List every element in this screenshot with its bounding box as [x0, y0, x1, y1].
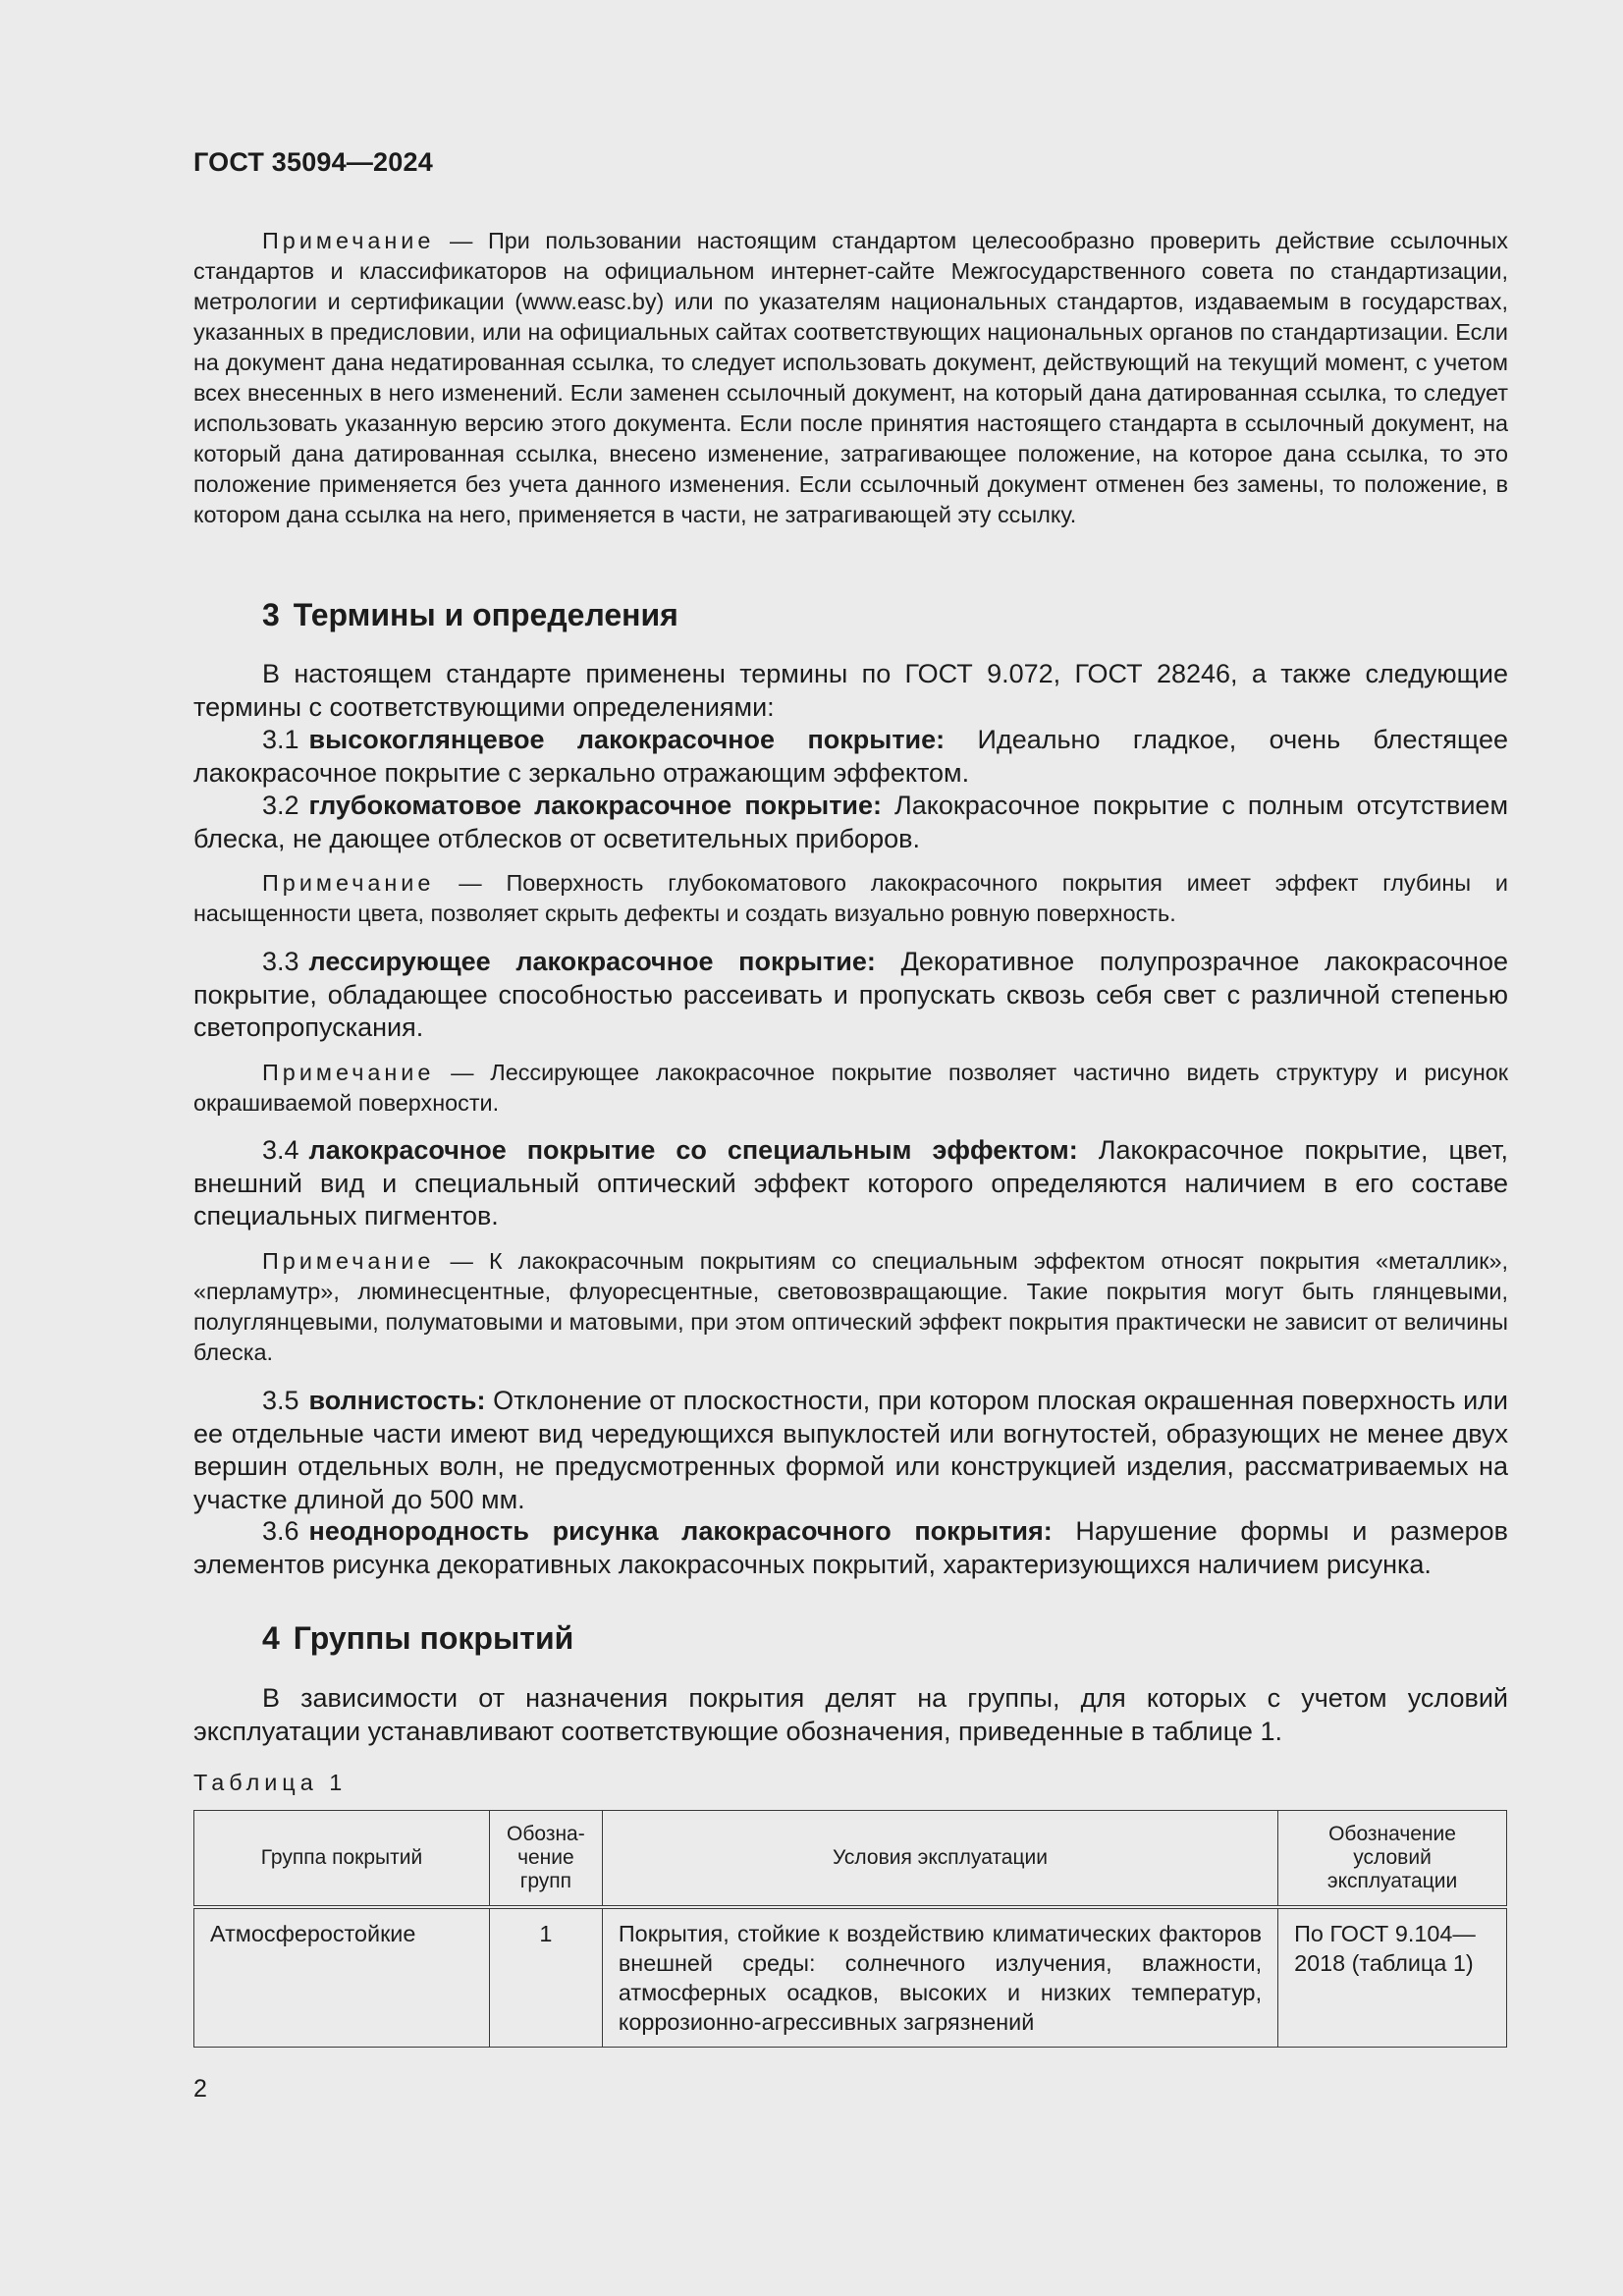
document-header: ГОСТ 35094—2024 — [193, 147, 433, 177]
term-3-1 — [193, 724, 1508, 790]
section-3-intro — [193, 658, 1508, 724]
term-name: волнистость: — [308, 1386, 486, 1415]
note-text: — При пользовании настоящим стандартом целесообразно проверить действие ссылочных стандартов и классификаторов на официальном интернет-сайте Межгосударственного совета по стандартизации, метрологии и сертификации (www.easc.by) или по указателям национальных стандартов, издаваемым в государствах, указанных в предисловии, или на официальных сайтах соответствующих национальных органов по стандартизации. Если на документ дана недатированная ссылка, то следует использовать документ, действующий на текущий момент, с учетом всех внесенных в него изменений. Если заменен ссылочный документ, на который дана датированная ссылка, то следует использовать указанную версию этого документа. Если после принятия настоящего стандарта в ссылочный документ, на который дана датированная ссылка, внесено изменение, затрагивающее положение, на которое дана ссылка, то это положение применяется без учета данного изменения. Если ссылочный документ отменен без замены, то положение, в котором дана ссылка на него, применяется в части, не затрагивающей эту ссылку. — [193, 228, 1508, 527]
term-3-5 — [193, 1385, 1508, 1516]
term-definition: Идеально гладкое, очень блестящее лакокрасочное покрытие с зеркально отражающим эффектом. — [193, 725, 1508, 788]
term-name: лакокрасочное покрытие со специальным эффектом: — [308, 1135, 1078, 1165]
term-definition: Нарушение формы и размеров элементов рисунка декоративных лакокрасочных покрытий, характеризующихся наличием рисунка. — [193, 1516, 1508, 1579]
page-number: 2 — [193, 2075, 207, 2103]
term-name: неоднородность рисунка лакокрасочного покрытия: — [308, 1516, 1053, 1546]
term-name: высокоглянцевое лакокрасочное покрытие: — [308, 725, 946, 754]
header-conditions-code-l3: эксплуатации — [1326, 1870, 1458, 1892]
note-label: Примечание — [262, 1248, 435, 1274]
intro-paragraph: В зависимости от назначения покрытия делят на группы, для которых с учетом условий эксплуатации устанавливают соответствующие обозначения, приведенные в таблице 1. — [193, 1683, 1508, 1746]
section-number: 4 — [262, 1620, 280, 1656]
section-4-intro — [193, 1682, 1508, 1748]
header-conditions-code-l2: условий — [1353, 1846, 1432, 1869]
note-text: — К лакокрасочным покрытиям со специальным эффектом относят покрытия «металлик», «перламутр», люминесцентные, флуоресцентные, световозвращающие. Такие покрытия могут быть глянцевыми, полуглянцевыми, полуматовыми и матовыми, при этом оптический эффект покрытия практически не зависит от величины блеска. — [193, 1248, 1508, 1365]
header-group-code-l3: групп — [519, 1870, 572, 1892]
header-conditions-code — [1278, 1811, 1507, 1908]
cell-conditions-code: По ГОСТ 9.104—2018 (таблица 1) — [1278, 1907, 1507, 2048]
term-definition: Лакокрасочное покрытие, цвет, внешний вид и специальный оптический эффект которого определяются наличием в его составе специальных пигментов. — [193, 1135, 1508, 1230]
section-title: Термины и определения — [293, 597, 678, 632]
header-group: Группа покрытий — [194, 1811, 490, 1908]
term-definition: Декоративное полупрозрачное лакокрасочное покрытие, обладающее способностью рассеивать и пропускать сквозь себя свет с различной степенью светопропускания. — [193, 947, 1508, 1042]
header-conditions: Условия эксплуатации — [602, 1811, 1277, 1908]
note-3-2 — [193, 868, 1508, 929]
table-header-row — [194, 1811, 1507, 1908]
note-label: Примечание — [262, 870, 435, 896]
term-3-3 — [193, 946, 1508, 1045]
note-text: — Лессирующее лакокрасочное покрытие позволяет частично видеть структуру и рисунок окрашиваемой поверхности. — [193, 1060, 1508, 1116]
term-3-2 — [193, 790, 1508, 855]
term-number: 3.6 — [262, 1516, 299, 1546]
term-number: 3.4 — [262, 1135, 299, 1165]
term-name: лессирующее лакокрасочное покрытие: — [308, 947, 876, 976]
header-group-code-l1: Обозна- — [507, 1823, 585, 1845]
note-3-3 — [193, 1058, 1508, 1119]
cell-group: Атмосферостойкие — [194, 1907, 490, 2048]
term-number: 3.3 — [262, 947, 299, 976]
term-3-4 — [193, 1134, 1508, 1233]
note-references — [193, 226, 1508, 530]
section-title: Группы покрытий — [293, 1620, 574, 1656]
term-definition: Отклонение от плоскостности, при котором плоская окрашенная поверхность или ее отдельные части имеют вид чередующихся выпуклостей или вогнутостей, образующих не менее двух вершин отдельных волн, не предусмотренных формой или конструкцией изделия, рассматриваемых на участке длиной до 500 мм. — [193, 1386, 1508, 1514]
note-3-4 — [193, 1246, 1508, 1368]
term-definition: Лакокрасочное покрытие с полным отсутствием блеска, не дающее отблесков от осветительных приборов. — [193, 791, 1509, 853]
header-group-code-l2: чение — [517, 1846, 574, 1869]
table-caption: Таблица 1 — [193, 1770, 348, 1795]
cell-conditions: Покрытия, стойкие к воздействию климатических факторов внешней среды: солнечного излучения, влажности, атмосферных осадков, высоких и низких температур, коррозионно-агрессивных загрязнений — [602, 1907, 1277, 2048]
section-number: 3 — [262, 597, 280, 632]
term-number: 3.1 — [262, 725, 299, 754]
term-name: глубокоматовое лакокрасочное покрытие: — [308, 791, 883, 820]
intro-paragraph: В настоящем стандарте применены термины по ГОСТ 9.072, ГОСТ 28246, а также следующие термины с соответствующими определениями: — [193, 659, 1508, 722]
note-label: Примечание — [262, 1060, 435, 1085]
term-3-6 — [193, 1515, 1508, 1581]
section-3-heading — [262, 597, 678, 633]
section-4-heading — [262, 1620, 573, 1657]
header-conditions-code-l1: Обозначение — [1328, 1823, 1456, 1845]
table-1 — [193, 1810, 1507, 2048]
note-label: Примечание — [262, 228, 435, 253]
term-number: 3.2 — [262, 791, 299, 820]
header-group-code — [489, 1811, 602, 1908]
note-text: — Поверхность глубокоматового лакокрасочного покрытия имеет эффект глубины и насыщенности цвета, позволяет скрыть дефекты и создать визуально ровную поверхность. — [193, 870, 1508, 926]
term-number: 3.5 — [262, 1386, 299, 1415]
table-row — [194, 1907, 1507, 2048]
cell-group-code: 1 — [489, 1907, 602, 2048]
